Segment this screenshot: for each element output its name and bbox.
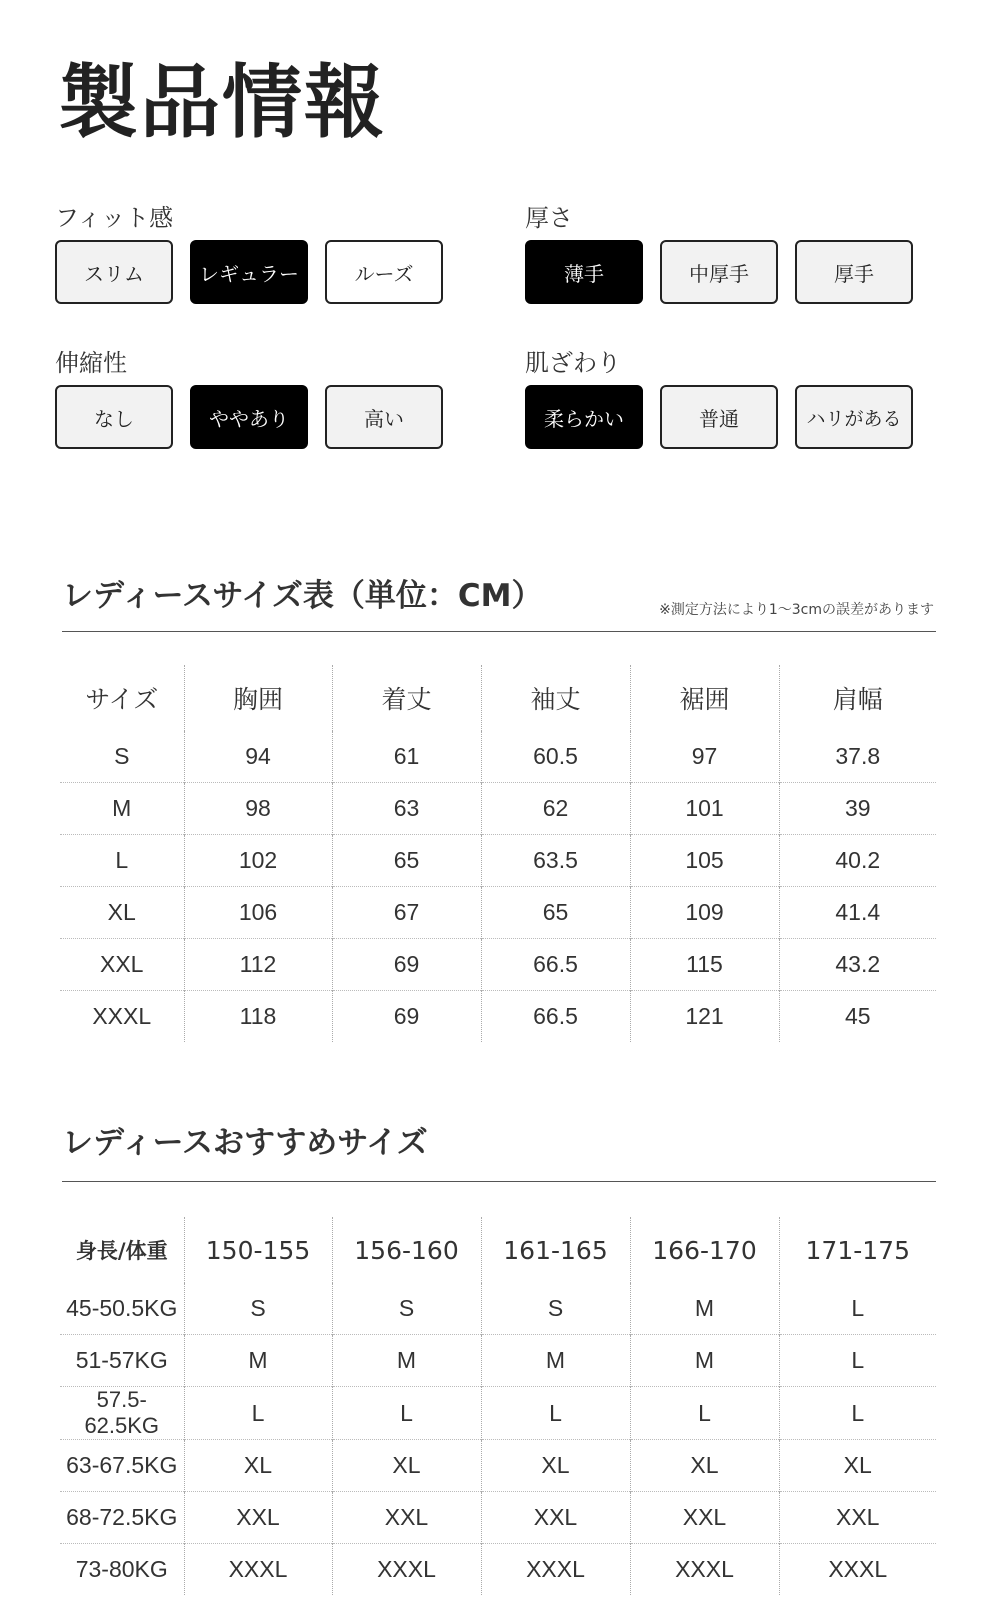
header-chest: 胸囲 bbox=[184, 665, 332, 731]
table-cell: L bbox=[184, 1387, 332, 1440]
weight-cell: 51-57KG bbox=[75, 1347, 168, 1373]
stretch-group bbox=[55, 345, 475, 449]
table-header-row bbox=[60, 665, 936, 731]
header-height-range: 161-165 bbox=[481, 1217, 630, 1283]
fit-group bbox=[55, 200, 475, 304]
fit-option-regular[interactable]: レギュラー bbox=[190, 240, 308, 304]
header-height-range: 156-160 bbox=[332, 1217, 481, 1283]
table-cell: 37.8 bbox=[779, 731, 936, 783]
stretch-option-none[interactable]: なし bbox=[55, 385, 173, 449]
table-cell: 69 bbox=[332, 991, 481, 1043]
table-cell: S bbox=[114, 743, 130, 769]
size-table-title: レディースサイズ表（単位：CM） bbox=[62, 578, 543, 614]
table-cell: 45 bbox=[779, 991, 936, 1043]
table-cell: L bbox=[630, 1387, 779, 1440]
table-cell: L bbox=[481, 1387, 630, 1440]
size-table bbox=[60, 665, 936, 1042]
table-cell: L bbox=[779, 1387, 936, 1440]
table-cell: 65 bbox=[481, 887, 630, 939]
table-cell: 106 bbox=[184, 887, 332, 939]
table-row bbox=[60, 1335, 936, 1387]
fit-option-slim[interactable]: スリム bbox=[55, 240, 173, 304]
table-cell: 60.5 bbox=[481, 731, 630, 783]
table-cell: 61 bbox=[332, 731, 481, 783]
table-row bbox=[60, 1544, 936, 1596]
table-cell: L bbox=[115, 847, 129, 873]
texture-option-soft[interactable]: 柔らかい bbox=[525, 385, 643, 449]
weight-cell: 45-50.5KG bbox=[66, 1295, 178, 1321]
recommend-table bbox=[60, 1217, 936, 1595]
weight-cell: 57.5-62.5KG bbox=[84, 1387, 160, 1438]
table-cell: L bbox=[332, 1387, 481, 1440]
thickness-option-medium[interactable]: 中厚手 bbox=[660, 240, 778, 304]
table-row bbox=[60, 1440, 936, 1492]
table-cell: 63 bbox=[332, 783, 481, 835]
table-cell: L bbox=[779, 1335, 936, 1387]
table-cell: M bbox=[481, 1335, 630, 1387]
size-table-divider bbox=[62, 631, 936, 632]
measurement-note: ※測定方法により1～3cmの誤差があります bbox=[659, 602, 934, 618]
table-cell: 43.2 bbox=[779, 939, 936, 991]
texture-group bbox=[525, 345, 945, 449]
table-cell: 105 bbox=[630, 835, 779, 887]
header-hem: 裾囲 bbox=[630, 665, 779, 731]
page-title: 製品情報 bbox=[58, 56, 386, 149]
table-cell: 101 bbox=[630, 783, 779, 835]
thickness-group bbox=[525, 200, 945, 304]
table-cell: 97 bbox=[630, 731, 779, 783]
table-cell: 67 bbox=[332, 887, 481, 939]
table-cell: 69 bbox=[332, 939, 481, 991]
table-row bbox=[60, 991, 936, 1043]
table-row bbox=[60, 731, 936, 783]
table-cell: L bbox=[779, 1283, 936, 1335]
table-cell: XL bbox=[630, 1440, 779, 1492]
table-cell: XXL bbox=[779, 1492, 936, 1544]
table-cell: M bbox=[112, 795, 132, 821]
table-cell: 66.5 bbox=[481, 939, 630, 991]
table-cell: 121 bbox=[630, 991, 779, 1043]
table-cell: XXXL bbox=[332, 1544, 481, 1596]
weight-cell: 73-80KG bbox=[75, 1556, 168, 1582]
table-cell: 112 bbox=[184, 939, 332, 991]
table-cell: M bbox=[630, 1283, 779, 1335]
table-cell: M bbox=[630, 1335, 779, 1387]
recommend-table-divider bbox=[62, 1181, 936, 1182]
header-shoulder: 肩幅 bbox=[779, 665, 936, 731]
table-cell: XL bbox=[779, 1440, 936, 1492]
header-size: サイズ bbox=[85, 685, 159, 714]
table-cell: 66.5 bbox=[481, 991, 630, 1043]
stretch-option-high[interactable]: 高い bbox=[325, 385, 443, 449]
table-cell: 40.2 bbox=[779, 835, 936, 887]
table-cell: XXL bbox=[100, 951, 144, 977]
header-height-weight: 身長/体重 bbox=[75, 1239, 168, 1263]
texture-option-firm[interactable]: ハリがある bbox=[795, 385, 913, 449]
weight-cell: 68-72.5KG bbox=[66, 1504, 178, 1530]
thickness-label: 厚さ bbox=[525, 204, 573, 232]
table-cell: 94 bbox=[184, 731, 332, 783]
header-length: 着丈 bbox=[332, 665, 481, 731]
table-cell: XXL bbox=[630, 1492, 779, 1544]
table-row bbox=[60, 887, 936, 939]
weight-cell: 63-67.5KG bbox=[66, 1452, 178, 1478]
table-cell: 118 bbox=[184, 991, 332, 1043]
table-row bbox=[60, 835, 936, 887]
stretch-option-some[interactable]: ややあり bbox=[190, 385, 308, 449]
table-cell: S bbox=[332, 1283, 481, 1335]
table-cell: XXL bbox=[184, 1492, 332, 1544]
table-cell: 63.5 bbox=[481, 835, 630, 887]
table-cell: 102 bbox=[184, 835, 332, 887]
table-cell: 41.4 bbox=[779, 887, 936, 939]
header-height-range: 171-175 bbox=[779, 1217, 936, 1283]
table-row bbox=[60, 939, 936, 991]
table-cell: XXXL bbox=[779, 1544, 936, 1596]
table-cell: 62 bbox=[481, 783, 630, 835]
table-header-row bbox=[60, 1217, 936, 1283]
table-cell: XXXL bbox=[630, 1544, 779, 1596]
table-cell: XL bbox=[332, 1440, 481, 1492]
table-row bbox=[60, 1283, 936, 1335]
table-cell: S bbox=[481, 1283, 630, 1335]
fit-label: フィット感 bbox=[55, 204, 174, 232]
table-cell: 98 bbox=[184, 783, 332, 835]
table-row bbox=[60, 1492, 936, 1544]
thickness-option-thick[interactable]: 厚手 bbox=[795, 240, 913, 304]
fit-option-loose[interactable]: ルーズ bbox=[325, 240, 443, 304]
header-height-range: 150-155 bbox=[184, 1217, 332, 1283]
table-cell: S bbox=[184, 1283, 332, 1335]
recommend-table-title: レディースおすすめサイズ bbox=[62, 1125, 428, 1161]
stretch-label: 伸縮性 bbox=[55, 349, 127, 377]
table-cell: XXXL bbox=[184, 1544, 332, 1596]
table-cell: XXXL bbox=[481, 1544, 630, 1596]
header-height-range: 166-170 bbox=[630, 1217, 779, 1283]
thickness-option-thin[interactable]: 薄手 bbox=[525, 240, 643, 304]
table-cell: 65 bbox=[332, 835, 481, 887]
header-sleeve: 袖丈 bbox=[481, 665, 630, 731]
texture-option-normal[interactable]: 普通 bbox=[660, 385, 778, 449]
table-row bbox=[60, 783, 936, 835]
table-cell: XL bbox=[481, 1440, 630, 1492]
table-cell: XL bbox=[107, 899, 136, 925]
table-cell: M bbox=[184, 1335, 332, 1387]
table-row bbox=[60, 1387, 936, 1440]
table-cell: 39 bbox=[779, 783, 936, 835]
table-cell: 115 bbox=[630, 939, 779, 991]
table-cell: XXL bbox=[332, 1492, 481, 1544]
table-cell: 109 bbox=[630, 887, 779, 939]
table-cell: XXXL bbox=[92, 1003, 152, 1029]
texture-label: 肌ざわり bbox=[525, 349, 621, 377]
table-cell: XL bbox=[184, 1440, 332, 1492]
table-cell: XXL bbox=[481, 1492, 630, 1544]
table-cell: M bbox=[332, 1335, 481, 1387]
